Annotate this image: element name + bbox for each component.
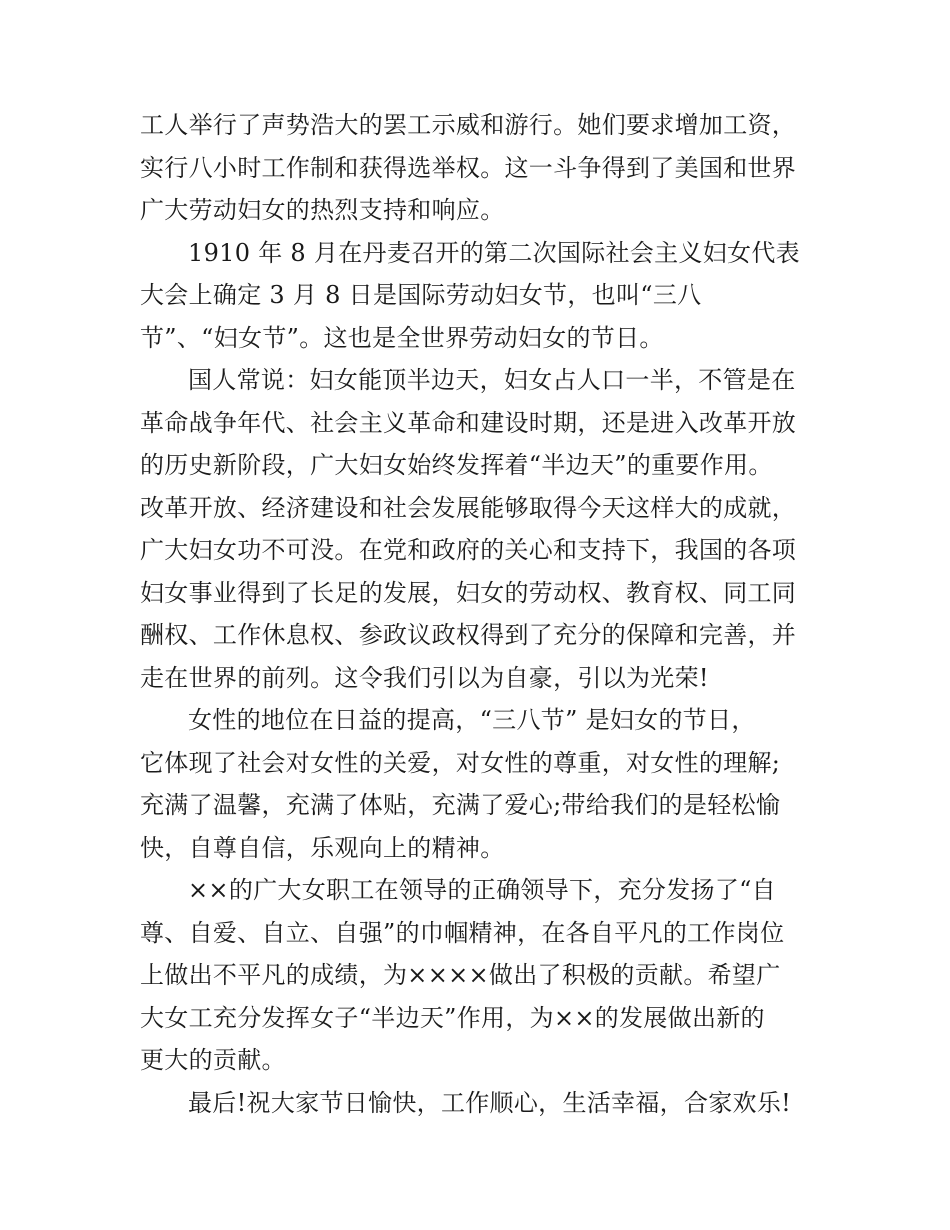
text-line: 上做出不平凡的成绩，为××××做出了积极的贡献。希望广 xyxy=(140,961,781,989)
text-line: 它体现了社会对女性的关爱，对女性的尊重，对女性的理解; xyxy=(140,748,781,777)
document-body xyxy=(140,104,815,1124)
text-line: 大会上确定 3 月 8 日是国际劳动妇女节，也叫“三八 xyxy=(140,281,702,309)
paragraph-first-line: 国人常说：妇女能顶半边天，妇女占人口一半，不管是在 xyxy=(188,366,796,394)
paragraph-first-line: 最后!祝大家节日愉快，工作顺心，生活幸福，合家欢乐! xyxy=(188,1088,792,1117)
paragraph-first-line: 女性的地位在日益的提高，“三八节” 是妇女的节日， xyxy=(188,706,756,734)
paragraph-first-line: ××的广大女职工在领导的正确领导下，充分发扬了“自 xyxy=(188,876,776,904)
text-line: 走在世界的前列。这令我们引以为自豪，引以为光荣! xyxy=(140,663,709,692)
text-line: 尊、自爱、自立、自强”的巾帼精神，在各自平凡的工作岗位 xyxy=(140,918,785,947)
text-line: 更大的贡献。 xyxy=(140,1046,286,1074)
text-line: 妇女事业得到了长足的发展，妇女的劳动权、教育权、同工同 xyxy=(140,578,797,607)
text-line: 节”、“妇女节”。这也是全世界劳动妇女的节日。 xyxy=(140,323,664,352)
paragraph-first-line: 1910 年 8 月在丹麦召开的第二次国际社会主义妇女代表 xyxy=(188,238,800,267)
text-line: 工人举行了声势浩大的罢工示威和游行。她们要求增加工资， xyxy=(140,111,797,139)
text-line: 实行八小时工作制和获得选举权。这一斗争得到了美国和世界 xyxy=(140,153,797,182)
text-line: 改革开放、经济建设和社会发展能够取得今天这样大的成就， xyxy=(140,493,797,522)
text-line: 酬权、工作休息权、参政议政权得到了充分的保障和完善，并 xyxy=(140,621,797,649)
text-line: 革命战争年代、社会主义革命和建设时期，还是进入改革开放 xyxy=(140,408,797,437)
text-line: 广大劳动妇女的热烈支持和响应。 xyxy=(140,196,505,224)
text-line: 广大妇女功不可没。在党和政府的关心和支持下，我国的各项 xyxy=(140,536,797,564)
text-line: 大女工充分发挥女子“半边天”作用，为××的发展做出新的 xyxy=(140,1003,765,1032)
text-line: 的历史新阶段，广大妇女始终发挥着“半边天”的重要作用。 xyxy=(140,451,773,479)
text-line: 快，自尊自信，乐观向上的精神。 xyxy=(140,833,505,862)
text-line: 充满了温馨，充满了体贴，充满了爱心;带给我们的是轻松愉 xyxy=(140,791,781,819)
